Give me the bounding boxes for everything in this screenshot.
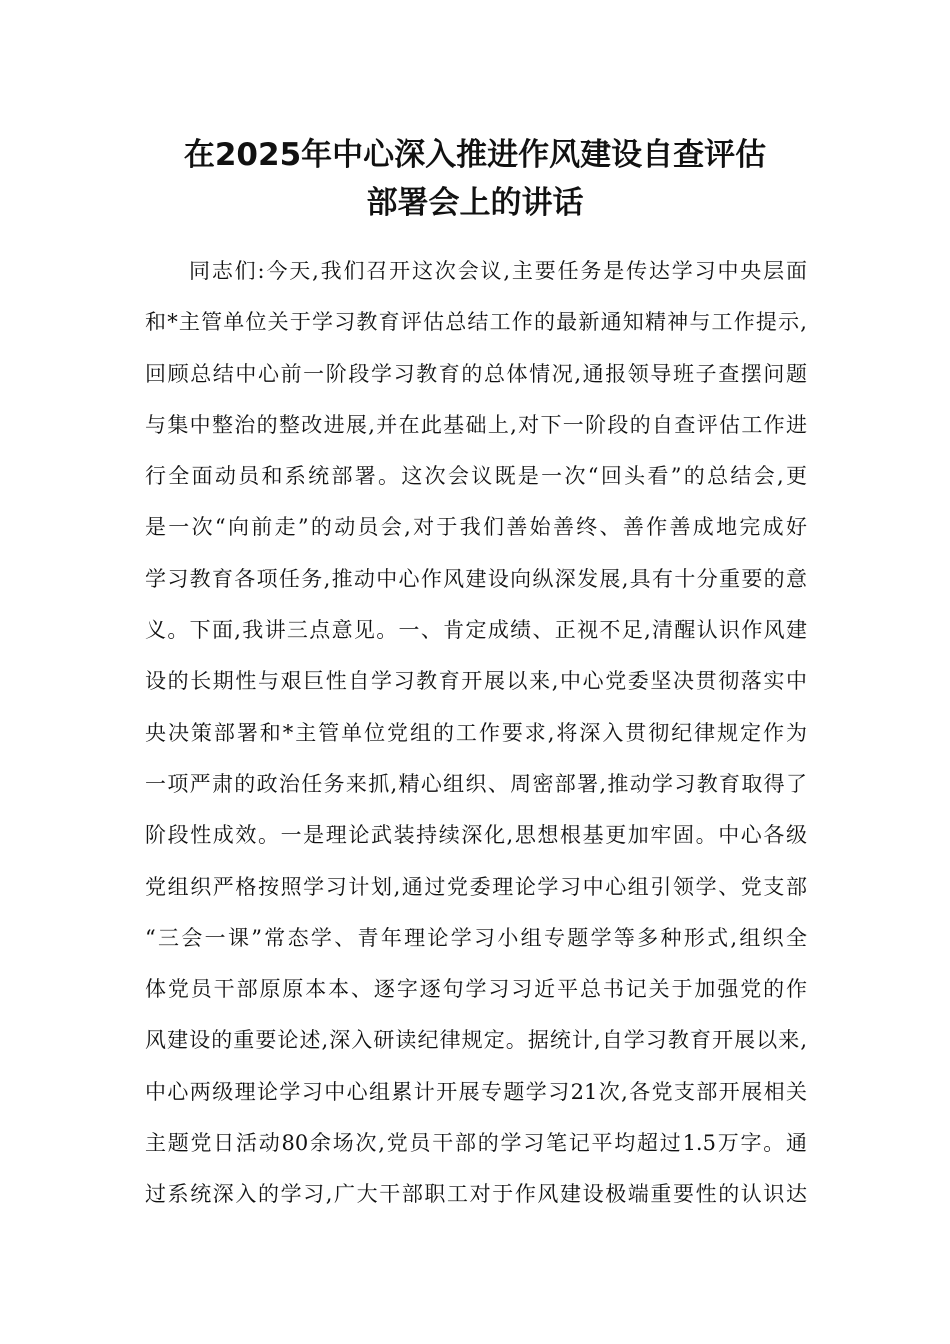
body-text-line: 中心两级理论学习中心组累计开展专题学习21次,各党支部开展相关 [145,1079,807,1104]
body-text-line: 与集中整治的整改进展,并在此基础上,对下一阶段的自查评估工作进 [145,412,807,437]
body-text-line: 行全面动员和系统部署。这次会议既是一次“回头看”的总结会,更 [145,464,807,489]
body-text-line: 同志们:今天,我们召开这次会议,主要任务是传达学习中央层面 [189,259,807,283]
body-text-line: 党组织严格按照学习计划,通过党委理论学习中心组引领学、党支部 [145,874,807,899]
body-text-line: 学习教育各项任务,推动中心作风建设向纵深发展,具有十分重要的意 [145,566,807,591]
body-text-line: 和*主管单位关于学习教育评估总结工作的最新通知精神与工作提示, [145,310,807,335]
body-text-line: 主题党日活动80余场次,党员干部的学习笔记平均超过1.5万字。通 [145,1131,807,1156]
body-text-line: 体党员干部原原本本、逐字逐句学习习近平总书记关于加强党的作 [145,977,807,1002]
body-text-line: “三会一课”常态学、青年理论学习小组专题学等多种形式,组织全 [145,925,807,950]
document-body [145,255,807,1230]
body-text-line: 是一次“向前走”的动员会,对于我们善始善终、善作善成地完成好 [145,515,807,540]
body-text-line: 义。下面,我讲三点意见。一、肯定成绩、正视不足,清醒认识作风建 [145,618,807,643]
body-text-line: 回顾总结中心前一阶段学习教育的总体情况,通报领导班子查摆问题 [145,361,807,386]
document-title-line-2: 部署会上的讲话 [366,185,584,221]
body-text-line: 央决策部署和*主管单位党组的工作要求,将深入贯彻纪律规定作为 [145,720,807,745]
document-title-line-1: 在2025年中心深入推进作风建设自查评估 [183,137,767,173]
body-text-line: 风建设的重要论述,深入研读纪律规定。据统计,自学习教育开展以来, [145,1028,807,1053]
body-text-line: 设的长期性与艰巨性自学习教育开展以来,中心党委坚决贯彻落实中 [145,669,807,694]
body-text-line: 一项严肃的政治任务来抓,精心组织、周密部署,推动学习教育取得了 [145,771,807,796]
body-text-line: 过系统深入的学习,广大干部职工对于作风建设极端重要性的认识达 [145,1182,807,1207]
body-text-line: 阶段性成效。一是理论武装持续深化,思想根基更加牢固。中心各级 [145,823,807,848]
